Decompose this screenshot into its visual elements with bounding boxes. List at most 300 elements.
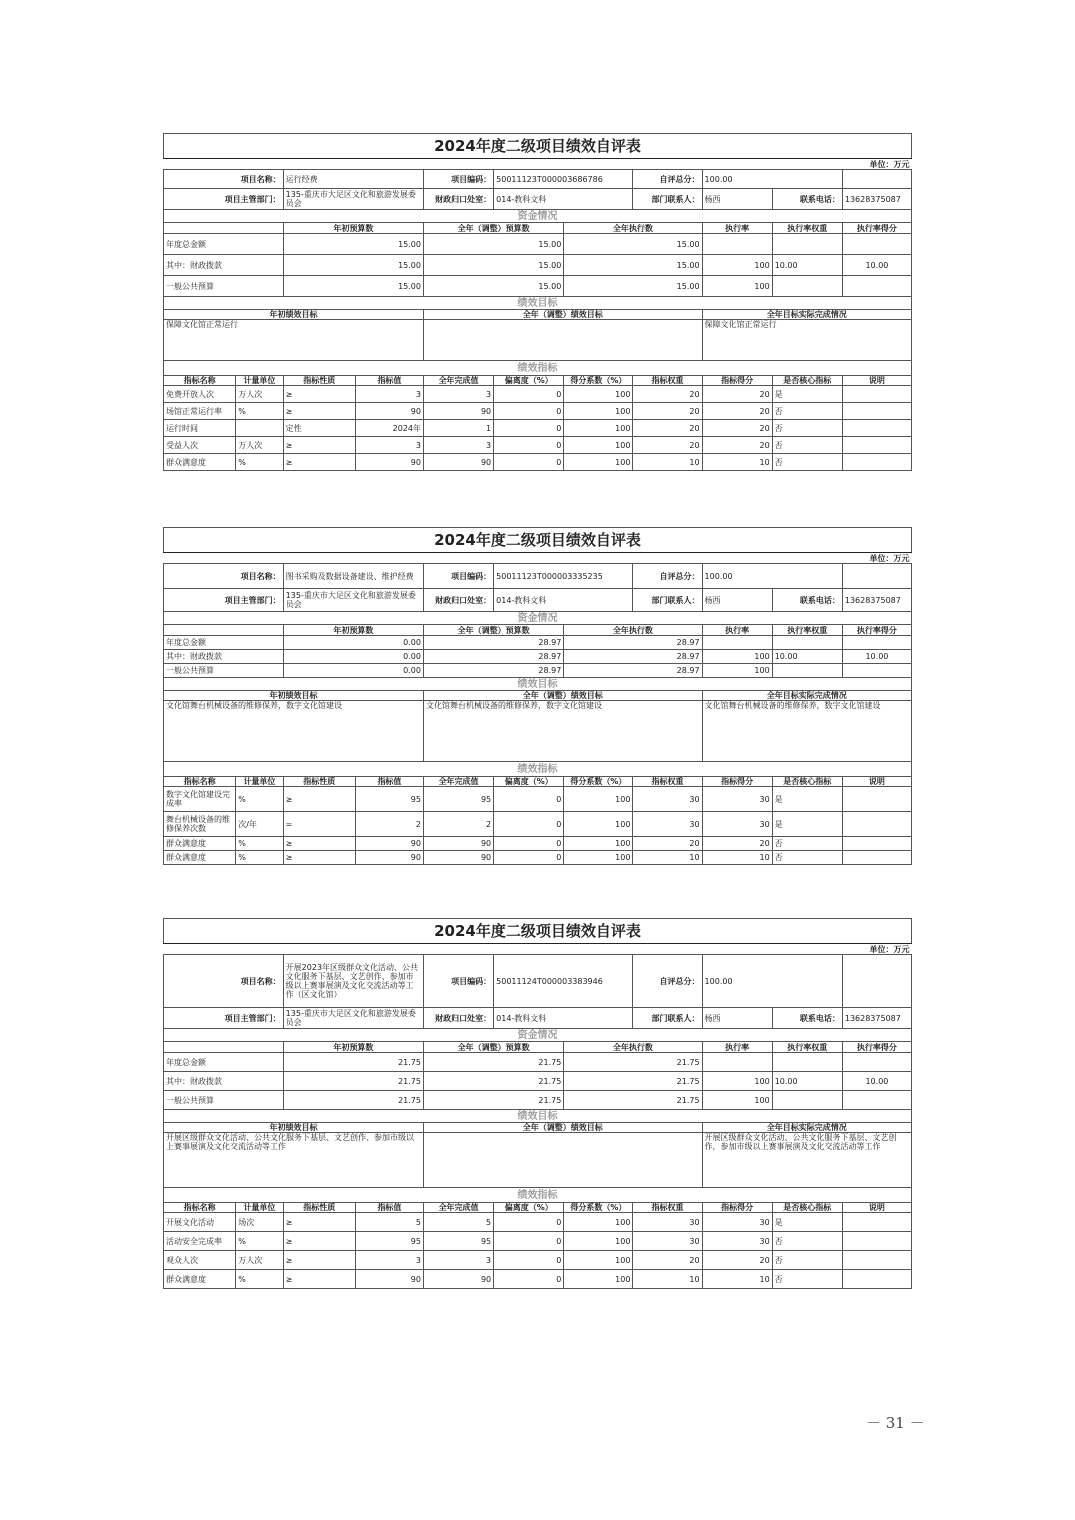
indicator-cell: 100 [564, 437, 633, 454]
dept-value: 135-重庆市大足区文化和旅游发展委员会 [283, 589, 423, 612]
indicator-cell [842, 1270, 911, 1289]
indicator-header: 指标得分 [702, 1203, 772, 1213]
form-title: 2024年度二级项目绩效自评表 [164, 528, 912, 553]
col-exec-rate: 执行率 [702, 1042, 772, 1053]
indicator-cell: 0 [494, 403, 564, 420]
form-title: 2024年度二级项目绩效自评表 [164, 919, 912, 944]
indicator-cell: 100 [564, 1251, 633, 1270]
fund-adjusted: 28.97 [423, 650, 563, 664]
blank-cell [164, 1042, 284, 1053]
indicator-cell: 群众满意度 [164, 851, 236, 865]
indicator-cell: 5 [355, 1213, 423, 1232]
fund-exec-weight [772, 1091, 842, 1110]
fund-exec-rate: 100 [702, 255, 772, 276]
indicator-cell: 90 [355, 403, 423, 420]
table-row [164, 210, 912, 223]
self-score-value: 100.00 [702, 955, 842, 1008]
fund-exec-score [842, 636, 911, 650]
goal-adjusted-header: 全年（调整）绩效目标 [423, 310, 702, 320]
indicator-header: 计量单位 [236, 376, 283, 386]
indicator-cell: 20 [633, 386, 702, 403]
fund-initial: 15.00 [283, 255, 423, 276]
project-name-value: 运行经费 [283, 170, 423, 189]
indicator-cell [842, 1251, 911, 1270]
indicator-cell [842, 403, 911, 420]
indicator-cell: 观众人次 [164, 1251, 236, 1270]
indicator-header: 指标性质 [283, 376, 355, 386]
indicator-cell: 次/年 [236, 812, 283, 837]
indicator-cell: 0 [494, 386, 564, 403]
indicator-cell: 95 [355, 787, 423, 812]
indicator-cell [842, 420, 911, 437]
funds-section-title: 资金情况 [164, 210, 912, 223]
indicator-cell: 100 [564, 454, 633, 471]
fund-initial: 21.75 [283, 1053, 423, 1072]
funds-section-title: 资金情况 [164, 612, 912, 625]
indicators-section-title: 绩效指标 [164, 762, 912, 777]
office-value: 014-教科文科 [494, 589, 633, 612]
col-adjusted-budget: 全年（调整）预算数 [423, 1042, 563, 1053]
indicator-cell: 20 [633, 437, 702, 454]
dept-label: 项目主管部门： [164, 589, 284, 612]
table-row [164, 955, 912, 1008]
indicator-cell: ≥ [283, 1232, 355, 1251]
table-row [164, 234, 912, 255]
fund-row-label: 一般公共预算 [164, 276, 284, 297]
indicator-cell: 是 [772, 787, 842, 812]
unit-label: 单位：万元 [164, 159, 912, 170]
goal-initial-text: 文化馆舞台机械设备的维修保养，数字文化馆建设 [164, 701, 424, 762]
unit-label: 单位：万元 [164, 944, 912, 955]
project-name-value: 图书采购及数据设备建设、维护经费 [283, 564, 423, 589]
form-title: 2024年度二级项目绩效自评表 [164, 134, 912, 159]
project-code-label: 项目编码： [423, 170, 493, 189]
office-label: 财政归口处室： [423, 1008, 493, 1029]
goal-adjusted-text [423, 1133, 702, 1188]
fund-row-label: 其中：财政拨款 [164, 1072, 284, 1091]
indicator-cell: 30 [633, 812, 702, 837]
fund-adjusted: 15.00 [423, 234, 563, 255]
indicator-cell: 场次 [236, 1213, 283, 1232]
col-exec-rate: 执行率 [702, 223, 772, 234]
indicator-cell: 3 [423, 386, 493, 403]
indicator-header: 指标名称 [164, 1203, 236, 1213]
table-row [164, 320, 912, 361]
indicator-header: 得分系数（%） [564, 376, 633, 386]
indicator-cell: 3 [355, 437, 423, 454]
table-row [164, 664, 912, 678]
phone-value: 13628375087 [842, 589, 911, 612]
indicator-cell: 数字文化馆建设完成率 [164, 787, 236, 812]
indicator-header: 得分系数（%） [564, 1203, 633, 1213]
indicator-header: 是否核心指标 [772, 1203, 842, 1213]
indicator-header: 偏离度（%） [494, 376, 564, 386]
indicator-cell: % [236, 403, 283, 420]
indicator-header: 指标名称 [164, 376, 236, 386]
col-initial-budget: 年初预算数 [283, 223, 423, 234]
table-row [164, 701, 912, 762]
indicator-cell: 群众满意度 [164, 454, 236, 471]
indicator-cell: 90 [355, 851, 423, 865]
fund-row-label: 一般公共预算 [164, 1091, 284, 1110]
table-row [164, 678, 912, 691]
fund-executed: 21.75 [564, 1053, 702, 1072]
indicator-cell: 3 [355, 386, 423, 403]
indicator-cell: 3 [423, 437, 493, 454]
indicator-header: 全年完成值 [423, 777, 493, 787]
evaluation-form-2 [163, 527, 912, 865]
indicator-cell: 0 [494, 1270, 564, 1289]
indicator-cell: 否 [772, 837, 842, 851]
table-row [164, 134, 912, 159]
indicator-cell: 20 [702, 386, 772, 403]
table-row [164, 420, 912, 437]
indicator-header: 是否核心指标 [772, 376, 842, 386]
indicator-cell: 10 [702, 851, 772, 865]
dept-label: 项目主管部门： [164, 1008, 284, 1029]
indicator-cell [842, 787, 911, 812]
indicator-cell: 舞台机械设备的维修保养次数 [164, 812, 236, 837]
table-row [164, 454, 912, 471]
indicator-header: 是否核心指标 [772, 777, 842, 787]
fund-exec-score [842, 234, 911, 255]
indicator-cell: 万人次 [236, 386, 283, 403]
indicator-header: 说明 [842, 376, 911, 386]
indicator-cell: % [236, 837, 283, 851]
fund-exec-rate: 100 [702, 1072, 772, 1091]
indicator-cell: 定性 [283, 420, 355, 437]
table-row [164, 1042, 912, 1053]
table-row [164, 276, 912, 297]
fund-exec-score: 10.00 [842, 255, 911, 276]
indicator-cell: 20 [633, 1251, 702, 1270]
table-row [164, 223, 912, 234]
fund-exec-weight [772, 664, 842, 678]
indicator-cell [842, 1232, 911, 1251]
table-row [164, 1270, 912, 1289]
blank-cell [842, 955, 911, 1008]
table-row [164, 625, 912, 636]
fund-initial: 21.75 [283, 1091, 423, 1110]
indicator-header: 指标值 [355, 1203, 423, 1213]
indicator-cell: 95 [423, 1232, 493, 1251]
indicator-cell: 否 [772, 1251, 842, 1270]
fund-adjusted: 28.97 [423, 664, 563, 678]
indicator-cell: 100 [564, 851, 633, 865]
fund-exec-score [842, 276, 911, 297]
phone-label: 联系电话： [772, 189, 842, 210]
phone-value: 13628375087 [842, 1008, 911, 1029]
fund-exec-weight: 10.00 [772, 1072, 842, 1091]
fund-adjusted: 21.75 [423, 1072, 563, 1091]
col-initial-budget: 年初预算数 [283, 625, 423, 636]
fund-exec-rate: 100 [702, 1091, 772, 1110]
fund-initial: 0.00 [283, 664, 423, 678]
indicator-cell: 场馆正常运行率 [164, 403, 236, 420]
indicator-cell [842, 437, 911, 454]
table-row [164, 1188, 912, 1203]
goals-section-title: 绩效目标 [164, 678, 912, 691]
goal-adjusted-header: 全年（调整）绩效目标 [423, 1123, 702, 1133]
indicator-cell: 95 [355, 1232, 423, 1251]
indicator-cell: % [236, 851, 283, 865]
indicator-cell: 2024年 [355, 420, 423, 437]
indicator-cell [842, 454, 911, 471]
table-row [164, 1091, 912, 1110]
table-row [164, 1110, 912, 1123]
indicator-cell [842, 812, 911, 837]
table-row [164, 762, 912, 777]
indicator-header: 说明 [842, 1203, 911, 1213]
phone-value: 13628375087 [842, 189, 911, 210]
goal-actual-header: 全年目标实际完成情况 [702, 310, 911, 320]
contact-value: 杨西 [702, 189, 772, 210]
indicator-cell: 100 [564, 787, 633, 812]
indicator-cell: 0 [494, 1213, 564, 1232]
indicator-cell: 5 [423, 1213, 493, 1232]
fund-exec-score: 10.00 [842, 650, 911, 664]
indicator-cell: 30 [702, 1213, 772, 1232]
table-row [164, 564, 912, 589]
goals-section-title: 绩效目标 [164, 297, 912, 310]
table-row [164, 1029, 912, 1042]
indicator-header: 指标性质 [283, 1203, 355, 1213]
goal-actual-header: 全年目标实际完成情况 [702, 1123, 911, 1133]
indicator-cell: 是 [772, 386, 842, 403]
table-row [164, 589, 912, 612]
fund-executed: 15.00 [564, 276, 702, 297]
col-exec-rate: 执行率 [702, 625, 772, 636]
indicator-cell: ≥ [283, 851, 355, 865]
goal-initial-header: 年初绩效目标 [164, 691, 424, 701]
indicator-cell: 100 [564, 1213, 633, 1232]
indicator-cell: ≥ [283, 403, 355, 420]
goal-initial-header: 年初绩效目标 [164, 310, 424, 320]
indicator-cell: 20 [702, 437, 772, 454]
fund-row-label: 年度总金额 [164, 636, 284, 650]
indicator-cell: 90 [423, 851, 493, 865]
col-executed: 全年执行数 [564, 1042, 702, 1053]
col-exec-score: 执行率得分 [842, 223, 911, 234]
fund-exec-weight: 10.00 [772, 255, 842, 276]
indicator-cell: 万人次 [236, 1251, 283, 1270]
col-executed: 全年执行数 [564, 223, 702, 234]
indicator-cell: 100 [564, 837, 633, 851]
indicator-cell: 90 [355, 1270, 423, 1289]
project-code-value: 50011124T000003383946 [494, 955, 633, 1008]
indicator-header: 全年完成值 [423, 376, 493, 386]
indicator-cell: 万人次 [236, 437, 283, 454]
self-score-label: 自评总分： [633, 564, 702, 589]
col-initial-budget: 年初预算数 [283, 1042, 423, 1053]
contact-value: 杨西 [702, 1008, 772, 1029]
self-score-value: 100.00 [702, 170, 842, 189]
indicator-cell: 是 [772, 1213, 842, 1232]
indicator-cell: 否 [772, 420, 842, 437]
page-number: － 31 － [866, 1414, 925, 1432]
indicator-cell: 30 [702, 787, 772, 812]
indicator-header: 指标权重 [633, 376, 702, 386]
project-name-label: 项目名称： [164, 564, 284, 589]
indicator-header: 指标权重 [633, 1203, 702, 1213]
indicator-cell: 否 [772, 851, 842, 865]
indicator-cell: ≥ [283, 437, 355, 454]
indicator-cell: 活动安全完成率 [164, 1232, 236, 1251]
indicator-cell: 群众满意度 [164, 1270, 236, 1289]
project-name-label: 项目名称： [164, 170, 284, 189]
col-exec-score: 执行率得分 [842, 625, 911, 636]
fund-initial: 21.75 [283, 1072, 423, 1091]
office-value: 014-教科文科 [494, 1008, 633, 1029]
table-row [164, 919, 912, 944]
fund-adjusted: 15.00 [423, 255, 563, 276]
table-row [164, 944, 912, 955]
indicator-cell: % [236, 1232, 283, 1251]
contact-label: 部门联系人： [633, 189, 702, 210]
goal-actual-text: 文化馆舞台机械设备的维修保养，数字文化馆建设 [702, 701, 911, 762]
fund-exec-weight [772, 636, 842, 650]
indicator-cell: 受益人次 [164, 437, 236, 454]
indicator-cell: 100 [564, 420, 633, 437]
indicator-cell: 10 [702, 1270, 772, 1289]
indicator-cell: 20 [633, 837, 702, 851]
indicator-cell: 群众满意度 [164, 837, 236, 851]
indicator-cell: 3 [355, 1251, 423, 1270]
indicator-cell: 否 [772, 1232, 842, 1251]
table-row [164, 310, 912, 320]
indicator-cell: ≥ [283, 837, 355, 851]
indicator-header: 偏离度（%） [494, 777, 564, 787]
indicator-cell: 100 [564, 1232, 633, 1251]
table-row [164, 691, 912, 701]
project-name-label: 项目名称： [164, 955, 284, 1008]
indicator-cell: 100 [564, 812, 633, 837]
indicator-header: 指标值 [355, 376, 423, 386]
indicator-cell: 10 [633, 851, 702, 865]
fund-exec-weight [772, 234, 842, 255]
indicator-cell [842, 386, 911, 403]
indicator-cell: % [236, 787, 283, 812]
col-exec-weight: 执行率权重 [772, 1042, 842, 1053]
fund-exec-weight [772, 1053, 842, 1072]
fund-exec-score [842, 1091, 911, 1110]
fund-initial: 0.00 [283, 650, 423, 664]
indicator-cell: 否 [772, 1270, 842, 1289]
fund-executed: 28.97 [564, 636, 702, 650]
office-label: 财政归口处室： [423, 589, 493, 612]
indicator-cell: 90 [423, 454, 493, 471]
self-evaluation-table [163, 133, 912, 471]
self-score-value: 100.00 [702, 564, 842, 589]
goal-adjusted-text [423, 320, 702, 361]
indicator-header: 指标性质 [283, 777, 355, 787]
indicator-header: 指标得分 [702, 777, 772, 787]
fund-initial: 0.00 [283, 636, 423, 650]
contact-label: 部门联系人： [633, 589, 702, 612]
table-row [164, 837, 912, 851]
indicator-cell: 3 [423, 1251, 493, 1270]
contact-value: 杨西 [702, 589, 772, 612]
table-row [164, 255, 912, 276]
fund-adjusted: 28.97 [423, 636, 563, 650]
indicator-cell: 95 [423, 787, 493, 812]
table-row [164, 777, 912, 787]
indicator-cell: 运行时间 [164, 420, 236, 437]
table-row [164, 1072, 912, 1091]
table-row [164, 1203, 912, 1213]
indicator-cell: 0 [494, 437, 564, 454]
table-row [164, 1232, 912, 1251]
table-row [164, 851, 912, 865]
indicator-cell: 100 [564, 386, 633, 403]
table-row [164, 1251, 912, 1270]
table-row [164, 636, 912, 650]
indicator-cell: ≥ [283, 454, 355, 471]
col-executed: 全年执行数 [564, 625, 702, 636]
blank-cell [842, 170, 911, 189]
indicator-cell: 开展文化活动 [164, 1213, 236, 1232]
goals-section-title: 绩效目标 [164, 1110, 912, 1123]
table-row [164, 1123, 912, 1133]
fund-row-label: 年度总金额 [164, 234, 284, 255]
table-row [164, 159, 912, 170]
table-row [164, 403, 912, 420]
fund-exec-rate: 100 [702, 664, 772, 678]
phone-label: 联系电话： [772, 589, 842, 612]
indicator-header: 得分系数（%） [564, 777, 633, 787]
evaluation-form-1 [163, 133, 912, 471]
indicator-cell: 否 [772, 437, 842, 454]
self-score-label: 自评总分： [633, 170, 702, 189]
indicator-header: 指标值 [355, 777, 423, 787]
indicator-cell: 90 [423, 837, 493, 851]
indicator-cell: ≥ [283, 1270, 355, 1289]
indicator-cell: % [236, 1270, 283, 1289]
indicator-cell: = [283, 812, 355, 837]
goal-actual-header: 全年目标实际完成情况 [702, 691, 911, 701]
indicator-cell: 20 [633, 403, 702, 420]
fund-executed: 28.97 [564, 650, 702, 664]
fund-initial: 15.00 [283, 276, 423, 297]
fund-exec-weight: 10.00 [772, 650, 842, 664]
table-row [164, 612, 912, 625]
indicator-cell [842, 1213, 911, 1232]
unit-label: 单位：万元 [164, 553, 912, 564]
fund-exec-weight [772, 276, 842, 297]
indicator-cell: 2 [355, 812, 423, 837]
indicator-cell: 90 [355, 454, 423, 471]
self-evaluation-table [163, 527, 912, 865]
goal-initial-text: 开展区级群众文化活动、公共文化服务下基层、文艺创作、参加市级以上赛事展演及文化交流活动等工作 [164, 1133, 424, 1188]
indicator-cell [842, 837, 911, 851]
fund-exec-rate: 100 [702, 276, 772, 297]
blank-cell [842, 564, 911, 589]
indicators-section-title: 绩效指标 [164, 361, 912, 376]
indicator-header: 说明 [842, 777, 911, 787]
indicator-cell: 否 [772, 403, 842, 420]
fund-row-label: 其中：财政拨款 [164, 255, 284, 276]
fund-executed: 28.97 [564, 664, 702, 678]
table-row [164, 189, 912, 210]
col-exec-score: 执行率得分 [842, 1042, 911, 1053]
project-code-value: 50011123T000003335235 [494, 564, 633, 589]
table-row [164, 812, 912, 837]
fund-row-label: 其中：财政拨款 [164, 650, 284, 664]
fund-executed: 15.00 [564, 234, 702, 255]
indicator-header: 计量单位 [236, 777, 283, 787]
indicator-cell: 10 [702, 454, 772, 471]
table-row [164, 361, 912, 376]
